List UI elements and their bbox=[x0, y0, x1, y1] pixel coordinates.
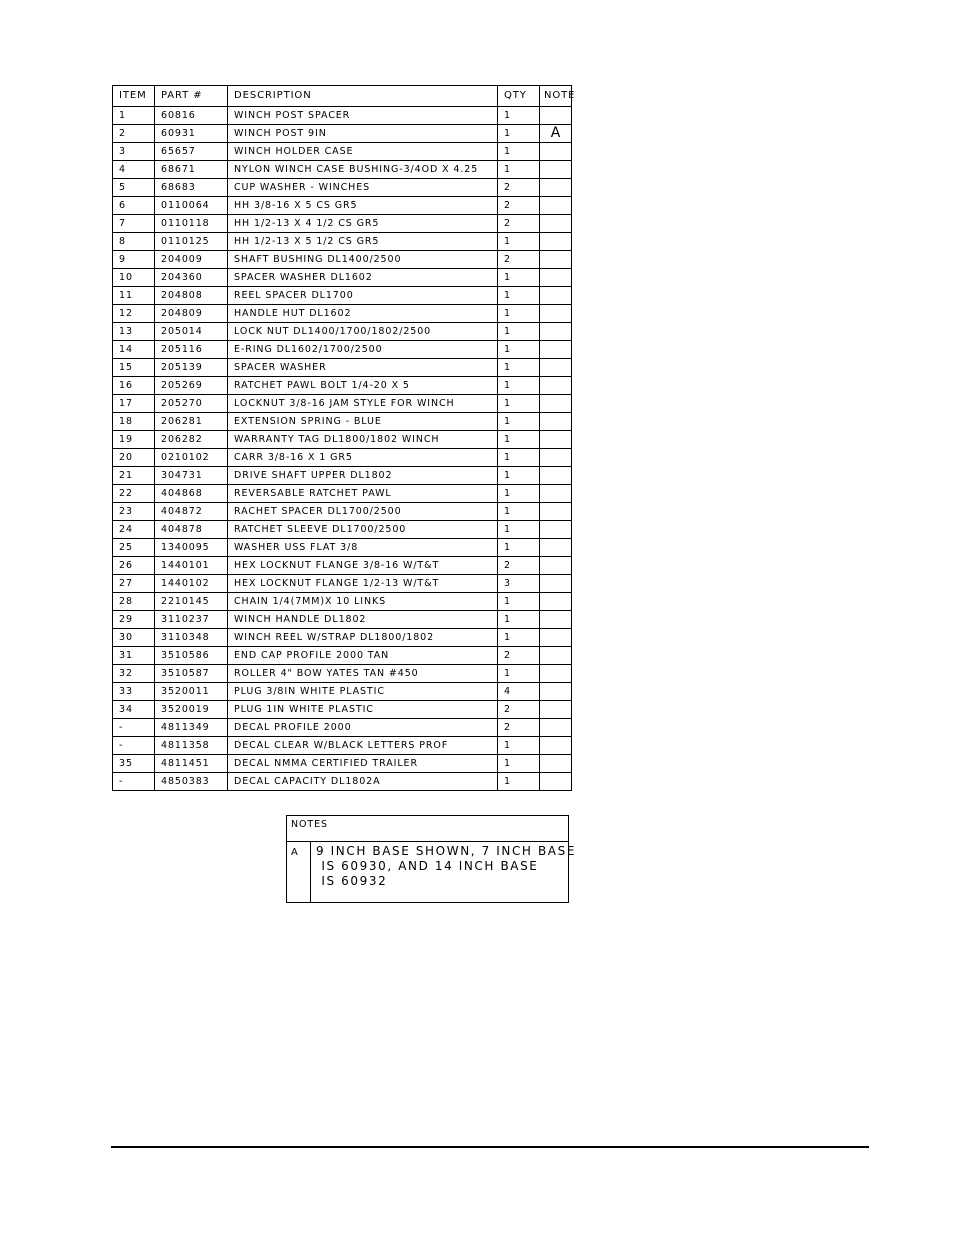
cell-part-number: 68683 bbox=[155, 179, 228, 197]
cell-description: HH 3/8-16 X 5 CS GR5 bbox=[228, 197, 498, 215]
table-row bbox=[113, 287, 572, 305]
table-row bbox=[113, 377, 572, 395]
cell-note bbox=[540, 341, 572, 359]
cell-part-number: 3520011 bbox=[155, 683, 228, 701]
cell-qty: 1 bbox=[498, 107, 540, 125]
cell-part-number: 68671 bbox=[155, 161, 228, 179]
cell-item: - bbox=[113, 719, 155, 737]
cell-qty: 1 bbox=[498, 287, 540, 305]
header-part-number: PART # bbox=[155, 86, 228, 107]
cell-description: HEX LOCKNUT FLANGE 1/2-13 W/T&T bbox=[228, 575, 498, 593]
cell-qty: 2 bbox=[498, 179, 540, 197]
cell-item: 31 bbox=[113, 647, 155, 665]
table-row bbox=[113, 593, 572, 611]
cell-part-number: 65657 bbox=[155, 143, 228, 161]
cell-qty: 1 bbox=[498, 377, 540, 395]
table-row bbox=[113, 125, 572, 143]
header-note: NOTE bbox=[540, 86, 572, 107]
cell-qty: 2 bbox=[498, 197, 540, 215]
cell-description: PLUG 3/8IN WHITE PLASTIC bbox=[228, 683, 498, 701]
cell-description: WINCH REEL W/STRAP DL1800/1802 bbox=[228, 629, 498, 647]
cell-description: CARR 3/8-16 X 1 GR5 bbox=[228, 449, 498, 467]
table-row bbox=[113, 701, 572, 719]
cell-note bbox=[540, 233, 572, 251]
cell-item: 24 bbox=[113, 521, 155, 539]
cell-qty: 1 bbox=[498, 233, 540, 251]
table-row bbox=[113, 449, 572, 467]
table-row bbox=[113, 737, 572, 755]
cell-description: HANDLE HUT DL1602 bbox=[228, 305, 498, 323]
cell-part-number: 3110237 bbox=[155, 611, 228, 629]
cell-part-number: 205139 bbox=[155, 359, 228, 377]
cell-qty: 2 bbox=[498, 251, 540, 269]
cell-qty: 1 bbox=[498, 125, 540, 143]
table-row bbox=[113, 539, 572, 557]
cell-item: 25 bbox=[113, 539, 155, 557]
cell-part-number: 205116 bbox=[155, 341, 228, 359]
cell-qty: 2 bbox=[498, 557, 540, 575]
cell-part-number: 3110348 bbox=[155, 629, 228, 647]
cell-description: NYLON WINCH CASE BUSHING-3/4OD X 4.25 bbox=[228, 161, 498, 179]
notes-header: NOTES bbox=[287, 816, 569, 842]
cell-description: RATCHET PAWL BOLT 1/4-20 X 5 bbox=[228, 377, 498, 395]
header-qty: QTY bbox=[498, 86, 540, 107]
cell-description: CUP WASHER - WINCHES bbox=[228, 179, 498, 197]
cell-qty: 1 bbox=[498, 395, 540, 413]
table-row bbox=[113, 521, 572, 539]
cell-qty: 1 bbox=[498, 323, 540, 341]
cell-qty: 1 bbox=[498, 629, 540, 647]
cell-description: WARRANTY TAG DL1800/1802 WINCH bbox=[228, 431, 498, 449]
cell-qty: 1 bbox=[498, 539, 540, 557]
cell-part-number: 205270 bbox=[155, 395, 228, 413]
cell-part-number: 0110125 bbox=[155, 233, 228, 251]
cell-description: WINCH HOLDER CASE bbox=[228, 143, 498, 161]
cell-item: 26 bbox=[113, 557, 155, 575]
cell-note bbox=[540, 701, 572, 719]
cell-qty: 1 bbox=[498, 755, 540, 773]
cell-qty: 1 bbox=[498, 341, 540, 359]
cell-item: 23 bbox=[113, 503, 155, 521]
cell-item: 1 bbox=[113, 107, 155, 125]
table-row bbox=[113, 107, 572, 125]
cell-note bbox=[540, 431, 572, 449]
cell-note bbox=[540, 359, 572, 377]
cell-part-number: 0110118 bbox=[155, 215, 228, 233]
cell-item: 35 bbox=[113, 755, 155, 773]
cell-item: 17 bbox=[113, 395, 155, 413]
cell-qty: 1 bbox=[498, 593, 540, 611]
table-row bbox=[113, 503, 572, 521]
table-row bbox=[113, 485, 572, 503]
cell-item: 6 bbox=[113, 197, 155, 215]
cell-description: SPACER WASHER bbox=[228, 359, 498, 377]
table-row bbox=[113, 323, 572, 341]
cell-qty: 1 bbox=[498, 521, 540, 539]
cell-note bbox=[540, 467, 572, 485]
cell-note bbox=[540, 593, 572, 611]
table-row bbox=[113, 359, 572, 377]
cell-description: HH 1/2-13 X 4 1/2 CS GR5 bbox=[228, 215, 498, 233]
cell-part-number: 3510586 bbox=[155, 647, 228, 665]
parts-header-row bbox=[113, 86, 572, 107]
cell-part-number: 404868 bbox=[155, 485, 228, 503]
cell-note bbox=[540, 179, 572, 197]
table-row bbox=[113, 575, 572, 593]
cell-description: WINCH POST 9IN bbox=[228, 125, 498, 143]
notes-table bbox=[286, 815, 577, 903]
cell-description: REEL SPACER DL1700 bbox=[228, 287, 498, 305]
cell-part-number: 4811358 bbox=[155, 737, 228, 755]
cell-description: SHAFT BUSHING DL1400/2500 bbox=[228, 251, 498, 269]
cell-note bbox=[540, 521, 572, 539]
cell-description: E-RING DL1602/1700/2500 bbox=[228, 341, 498, 359]
table-row bbox=[113, 647, 572, 665]
cell-qty: 1 bbox=[498, 467, 540, 485]
cell-part-number: 4850383 bbox=[155, 773, 228, 791]
cell-qty: 1 bbox=[498, 269, 540, 287]
table-row bbox=[113, 719, 572, 737]
cell-item: 7 bbox=[113, 215, 155, 233]
cell-item: 20 bbox=[113, 449, 155, 467]
cell-qty: 2 bbox=[498, 701, 540, 719]
cell-item: 21 bbox=[113, 467, 155, 485]
cell-qty: 1 bbox=[498, 431, 540, 449]
cell-description: LOCKNUT 3/8-16 JAM STYLE FOR WINCH bbox=[228, 395, 498, 413]
cell-qty: 1 bbox=[498, 485, 540, 503]
cell-qty: 1 bbox=[498, 449, 540, 467]
cell-item: 15 bbox=[113, 359, 155, 377]
table-row bbox=[113, 233, 572, 251]
parts-table-body bbox=[113, 107, 572, 791]
table-row bbox=[113, 395, 572, 413]
cell-qty: 1 bbox=[498, 305, 540, 323]
cell-note bbox=[540, 629, 572, 647]
cell-qty: 4 bbox=[498, 683, 540, 701]
cell-description: WINCH HANDLE DL1802 bbox=[228, 611, 498, 629]
cell-item: 5 bbox=[113, 179, 155, 197]
cell-item: 13 bbox=[113, 323, 155, 341]
table-row bbox=[113, 611, 572, 629]
table-row bbox=[113, 665, 572, 683]
cell-part-number: 204808 bbox=[155, 287, 228, 305]
cell-note bbox=[540, 773, 572, 791]
cell-note bbox=[540, 575, 572, 593]
cell-description: HH 1/2-13 X 5 1/2 CS GR5 bbox=[228, 233, 498, 251]
cell-qty: 2 bbox=[498, 647, 540, 665]
cell-part-number: 204360 bbox=[155, 269, 228, 287]
parts-list-table bbox=[112, 85, 576, 791]
cell-description: WASHER USS FLAT 3/8 bbox=[228, 539, 498, 557]
cell-note bbox=[540, 305, 572, 323]
cell-item: 2 bbox=[113, 125, 155, 143]
cell-note bbox=[540, 395, 572, 413]
cell-qty: 1 bbox=[498, 359, 540, 377]
cell-note bbox=[540, 539, 572, 557]
cell-part-number: 1340095 bbox=[155, 539, 228, 557]
cell-qty: 3 bbox=[498, 575, 540, 593]
cell-note bbox=[540, 647, 572, 665]
cell-qty: 1 bbox=[498, 773, 540, 791]
cell-item: - bbox=[113, 773, 155, 791]
cell-note bbox=[540, 683, 572, 701]
cell-item: 11 bbox=[113, 287, 155, 305]
cell-item: 4 bbox=[113, 161, 155, 179]
table-row bbox=[113, 467, 572, 485]
table-row bbox=[113, 197, 572, 215]
note-text: 9 INCH BASE SHOWN, 7 INCH BASE IS 60930, AND 14 INCH BASE IS 60932 bbox=[311, 842, 569, 903]
cell-item: 14 bbox=[113, 341, 155, 359]
cell-part-number: 0110064 bbox=[155, 197, 228, 215]
cell-note bbox=[540, 557, 572, 575]
table-row bbox=[113, 161, 572, 179]
cell-part-number: 3520019 bbox=[155, 701, 228, 719]
cell-part-number: 60816 bbox=[155, 107, 228, 125]
cell-note bbox=[540, 413, 572, 431]
table-row bbox=[113, 269, 572, 287]
cell-part-number: 1440101 bbox=[155, 557, 228, 575]
cell-note bbox=[540, 287, 572, 305]
cell-item: 28 bbox=[113, 593, 155, 611]
cell-part-number: 0210102 bbox=[155, 449, 228, 467]
cell-qty: 2 bbox=[498, 215, 540, 233]
cell-qty: 2 bbox=[498, 719, 540, 737]
table-row bbox=[113, 629, 572, 647]
cell-note: A bbox=[540, 125, 572, 143]
cell-description: EXTENSION SPRING - BLUE bbox=[228, 413, 498, 431]
cell-description: DRIVE SHAFT UPPER DL1802 bbox=[228, 467, 498, 485]
cell-note bbox=[540, 377, 572, 395]
cell-part-number: 205269 bbox=[155, 377, 228, 395]
cell-description: CHAIN 1/4(7MM)X 10 LINKS bbox=[228, 593, 498, 611]
cell-part-number: 404872 bbox=[155, 503, 228, 521]
cell-description: END CAP PROFILE 2000 TAN bbox=[228, 647, 498, 665]
cell-qty: 1 bbox=[498, 143, 540, 161]
cell-item: 10 bbox=[113, 269, 155, 287]
footer-divider bbox=[111, 1146, 869, 1148]
table-row bbox=[113, 143, 572, 161]
cell-qty: 1 bbox=[498, 665, 540, 683]
header-description: DESCRIPTION bbox=[228, 86, 498, 107]
cell-description: DECAL NMMA CERTIFIED TRAILER bbox=[228, 755, 498, 773]
table-row bbox=[113, 215, 572, 233]
cell-note bbox=[540, 269, 572, 287]
cell-item: 3 bbox=[113, 143, 155, 161]
cell-item: 12 bbox=[113, 305, 155, 323]
cell-note bbox=[540, 323, 572, 341]
cell-note bbox=[540, 449, 572, 467]
cell-description: WINCH POST SPACER bbox=[228, 107, 498, 125]
cell-note bbox=[540, 485, 572, 503]
cell-note bbox=[540, 503, 572, 521]
cell-note bbox=[540, 611, 572, 629]
cell-description: LOCK NUT DL1400/1700/1802/2500 bbox=[228, 323, 498, 341]
cell-qty: 1 bbox=[498, 611, 540, 629]
cell-part-number: 304731 bbox=[155, 467, 228, 485]
cell-part-number: 206281 bbox=[155, 413, 228, 431]
cell-item: 32 bbox=[113, 665, 155, 683]
cell-part-number: 4811349 bbox=[155, 719, 228, 737]
cell-item: 19 bbox=[113, 431, 155, 449]
note-letter: A bbox=[287, 842, 311, 903]
cell-note bbox=[540, 719, 572, 737]
cell-note bbox=[540, 755, 572, 773]
table-row bbox=[113, 413, 572, 431]
cell-item: 33 bbox=[113, 683, 155, 701]
cell-part-number: 60931 bbox=[155, 125, 228, 143]
cell-part-number: 3510587 bbox=[155, 665, 228, 683]
cell-item: 18 bbox=[113, 413, 155, 431]
cell-note bbox=[540, 197, 572, 215]
cell-item: 34 bbox=[113, 701, 155, 719]
table-row bbox=[113, 305, 572, 323]
cell-description: DECAL PROFILE 2000 bbox=[228, 719, 498, 737]
cell-part-number: 2210145 bbox=[155, 593, 228, 611]
table-row bbox=[113, 683, 572, 701]
cell-description: DECAL CLEAR W/BLACK LETTERS PROF bbox=[228, 737, 498, 755]
cell-part-number: 205014 bbox=[155, 323, 228, 341]
cell-description: DECAL CAPACITY DL1802A bbox=[228, 773, 498, 791]
cell-qty: 1 bbox=[498, 503, 540, 521]
cell-description: HEX LOCKNUT FLANGE 3/8-16 W/T&T bbox=[228, 557, 498, 575]
cell-note bbox=[540, 251, 572, 269]
cell-part-number: 204009 bbox=[155, 251, 228, 269]
cell-description: PLUG 1IN WHITE PLASTIC bbox=[228, 701, 498, 719]
cell-note bbox=[540, 665, 572, 683]
cell-item: 8 bbox=[113, 233, 155, 251]
cell-item: 27 bbox=[113, 575, 155, 593]
table-row bbox=[113, 755, 572, 773]
cell-qty: 1 bbox=[498, 161, 540, 179]
cell-item: 22 bbox=[113, 485, 155, 503]
header-item: ITEM bbox=[113, 86, 155, 107]
table-row bbox=[113, 179, 572, 197]
cell-item: 16 bbox=[113, 377, 155, 395]
cell-description: ROLLER 4" BOW YATES TAN #450 bbox=[228, 665, 498, 683]
cell-note bbox=[540, 143, 572, 161]
table-row bbox=[113, 557, 572, 575]
cell-description: SPACER WASHER DL1602 bbox=[228, 269, 498, 287]
cell-item: - bbox=[113, 737, 155, 755]
cell-part-number: 206282 bbox=[155, 431, 228, 449]
cell-description: RATCHET SLEEVE DL1700/2500 bbox=[228, 521, 498, 539]
note-row bbox=[287, 842, 569, 903]
table-row bbox=[113, 251, 572, 269]
cell-item: 29 bbox=[113, 611, 155, 629]
cell-qty: 1 bbox=[498, 413, 540, 431]
cell-part-number: 1440102 bbox=[155, 575, 228, 593]
notes-header-row bbox=[287, 816, 569, 842]
cell-part-number: 404878 bbox=[155, 521, 228, 539]
table-row bbox=[113, 341, 572, 359]
cell-description: REVERSABLE RATCHET PAWL bbox=[228, 485, 498, 503]
cell-note bbox=[540, 161, 572, 179]
cell-part-number: 4811451 bbox=[155, 755, 228, 773]
cell-note bbox=[540, 107, 572, 125]
cell-description: RACHET SPACER DL1700/2500 bbox=[228, 503, 498, 521]
cell-qty: 1 bbox=[498, 737, 540, 755]
cell-item: 9 bbox=[113, 251, 155, 269]
table-row bbox=[113, 773, 572, 791]
table-row bbox=[113, 431, 572, 449]
cell-item: 30 bbox=[113, 629, 155, 647]
cell-note bbox=[540, 215, 572, 233]
cell-note bbox=[540, 737, 572, 755]
cell-part-number: 204809 bbox=[155, 305, 228, 323]
